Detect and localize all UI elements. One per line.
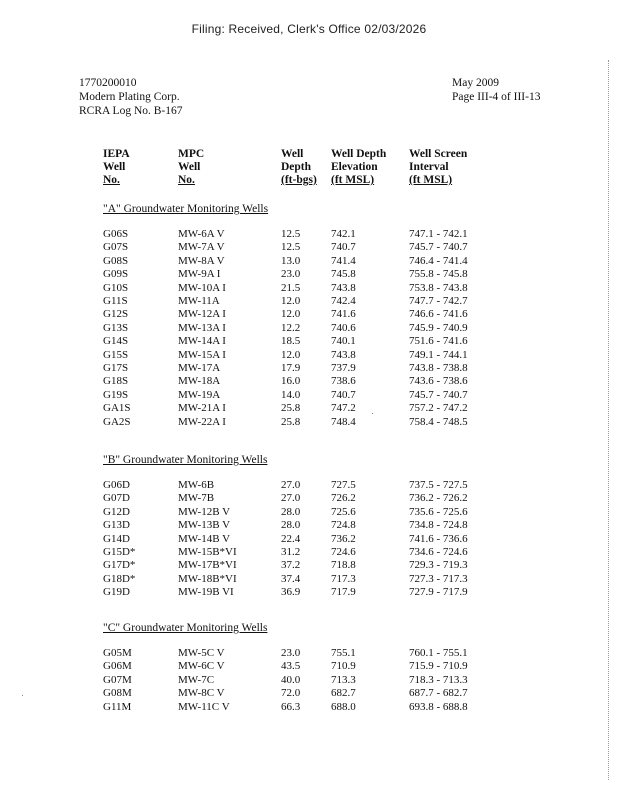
screen-interval: 734.8 - 724.8 [409, 519, 468, 532]
well-depth: 12.2 [281, 321, 301, 334]
iepa-well-no: G18D* [103, 572, 136, 585]
iepa-well-no: G05M [103, 647, 132, 659]
well-depth: 23.0 [281, 647, 301, 659]
screen-interval: 745.9 - 740.9 [409, 321, 468, 334]
screen-interval: 746.6 - 741.6 [409, 308, 468, 321]
well-depth: 12.5 [281, 241, 301, 254]
depth-elevation: 755.1 [331, 647, 356, 659]
well-depth: 12.5 [281, 228, 301, 240]
mpc-well-no: MW-7B [178, 492, 215, 505]
mpc-well-no: MW-14B V [178, 532, 231, 545]
mpc-well-no: MW-12A I [178, 308, 226, 321]
well-depth: 23.0 [281, 268, 301, 281]
table-row [0, 282, 618, 296]
well-depth: 28.0 [281, 519, 301, 532]
iepa-well-no: G09S [103, 268, 129, 281]
table-row [0, 389, 618, 403]
iepa-well-no: G12D [103, 505, 130, 518]
iepa-well-no: G17D* [103, 559, 136, 572]
iepa-well-no: G19D [103, 586, 130, 599]
depth-elevation: 740.6 [331, 321, 356, 334]
document-header-right [452, 76, 540, 104]
table-row [0, 308, 618, 322]
table-row [0, 228, 618, 242]
screen-interval: 715.9 - 710.9 [409, 660, 468, 673]
iepa-well-no: G17S [103, 362, 129, 374]
screen-interval: 729.3 - 719.3 [409, 559, 468, 572]
screen-interval: 757.2 - 747.2 [409, 402, 468, 415]
screen-interval: 749.1 - 744.1 [409, 348, 468, 361]
well-depth: 25.8 [281, 415, 301, 428]
well-depth: 17.9 [281, 362, 301, 374]
document-header-left [79, 76, 183, 118]
screen-interval: 735.6 - 725.6 [409, 505, 468, 518]
table-row [0, 660, 618, 674]
well-depth: 72.0 [281, 687, 301, 700]
mpc-well-no: MW-19A [178, 388, 221, 401]
table-row [0, 479, 618, 493]
depth-elevation: 717.9 [331, 586, 356, 599]
table-row [0, 241, 618, 255]
column-header-depth-elevation: Well Depth Elevation (ft MSL) [331, 148, 387, 186]
mpc-well-no: MW-17A [178, 362, 221, 374]
well-depth: 16.0 [281, 375, 301, 388]
mpc-well-no: MW-18B*VI [178, 572, 237, 585]
iepa-well-no: GA2S [103, 415, 131, 428]
mpc-well-no: MW-7A V [178, 241, 225, 254]
mpc-well-no: MW-21A I [178, 402, 226, 415]
table-row [0, 559, 618, 573]
company-name: Modern Plating Corp. [79, 91, 180, 103]
screen-interval: 745.7 - 740.7 [409, 241, 468, 254]
scan-speck [372, 413, 373, 414]
depth-elevation: 713.3 [331, 673, 356, 686]
table-row [0, 402, 618, 416]
well-depth: 12.0 [281, 308, 301, 321]
depth-elevation: 742.1 [331, 228, 356, 240]
screen-interval: 746.4 - 741.4 [409, 254, 468, 267]
iepa-well-no: G07M [103, 673, 132, 686]
depth-elevation: 748.4 [331, 415, 356, 428]
table-row [0, 349, 618, 363]
well-depth: 28.0 [281, 505, 301, 518]
depth-elevation: 725.6 [331, 505, 356, 518]
well-depth: 13.0 [281, 254, 301, 267]
well-depth: 18.5 [281, 335, 301, 348]
screen-interval: 760.1 - 755.1 [409, 647, 468, 659]
depth-elevation: 743.8 [331, 348, 356, 361]
table-row [0, 519, 618, 533]
depth-elevation: 710.9 [331, 660, 356, 673]
screen-interval: 743.8 - 738.8 [409, 362, 468, 374]
table-row [0, 335, 618, 349]
well-depth: 37.2 [281, 559, 301, 572]
mpc-well-no: MW-9A I [178, 268, 221, 281]
table-row [0, 533, 618, 547]
screen-interval: 737.5 - 727.5 [409, 479, 468, 491]
table-row [0, 701, 618, 715]
screen-interval: 747.7 - 742.7 [409, 295, 468, 307]
iepa-well-no: G12S [103, 308, 129, 321]
iepa-well-no: G08S [103, 254, 129, 267]
depth-elevation: 727.5 [331, 479, 356, 491]
depth-elevation: 747.2 [331, 402, 356, 415]
depth-elevation: 743.8 [331, 281, 356, 294]
depth-elevation: 718.8 [331, 559, 356, 572]
depth-elevation: 724.6 [331, 546, 356, 558]
depth-elevation: 745.8 [331, 268, 356, 281]
well-depth: 12.0 [281, 348, 301, 361]
section-title: "C" Groundwater Monitoring Wells [103, 622, 268, 634]
iepa-well-no: G19S [103, 388, 129, 401]
well-depth: 31.2 [281, 546, 301, 558]
mpc-well-no: MW-15A I [178, 348, 226, 361]
depth-elevation: 741.6 [331, 308, 356, 321]
scan-edge-line [608, 60, 609, 780]
well-depth: 12.0 [281, 295, 301, 307]
well-depth: 27.0 [281, 479, 301, 491]
iepa-well-no: GA1S [103, 402, 131, 415]
iepa-well-no: G18S [103, 375, 129, 388]
iepa-well-no: G08M [103, 687, 132, 700]
screen-interval: 693.8 - 688.8 [409, 700, 468, 713]
depth-elevation: 740.1 [331, 335, 356, 348]
well-depth: 40.0 [281, 673, 301, 686]
table-row [0, 687, 618, 701]
section-title: "B" Groundwater Monitoring Wells [103, 454, 268, 466]
document-date: May 2009 [452, 77, 499, 89]
mpc-well-no: MW-13B V [178, 519, 231, 532]
iepa-well-no: G06D [103, 479, 130, 491]
mpc-well-no: MW-10A I [178, 281, 226, 294]
scan-speck [22, 695, 23, 696]
well-depth: 27.0 [281, 492, 301, 505]
column-header-iepa-well: IEPA Well No. [103, 148, 130, 186]
depth-elevation: 741.4 [331, 254, 356, 267]
mpc-well-no: MW-17B*VI [178, 559, 237, 572]
table-row [0, 322, 618, 336]
well-depth: 37.4 [281, 572, 301, 585]
table-row [0, 295, 618, 309]
mpc-well-no: MW-14A I [178, 335, 226, 348]
mpc-well-no: MW-22A I [178, 415, 226, 428]
iepa-well-no: G14S [103, 335, 129, 348]
screen-interval: 755.8 - 745.8 [409, 268, 468, 281]
iepa-well-no: G15D* [103, 546, 136, 558]
table-row [0, 492, 618, 506]
table-row [0, 416, 618, 430]
facility-id: 1770200010 [79, 77, 137, 89]
depth-elevation: 717.3 [331, 572, 356, 585]
column-header-mpc-well: MPC Well No. [178, 148, 205, 186]
screen-interval: 743.6 - 738.6 [409, 375, 468, 388]
well-depth: 36.9 [281, 586, 301, 599]
iepa-well-no: G10S [103, 281, 129, 294]
iepa-well-no: G13S [103, 321, 129, 334]
mpc-well-no: MW-6A V [178, 228, 225, 240]
mpc-well-no: MW-8C V [178, 687, 225, 700]
screen-interval: 727.3 - 717.3 [409, 572, 468, 585]
mpc-well-no: MW-15B*VI [178, 546, 237, 558]
depth-elevation: 737.9 [331, 362, 356, 374]
screen-interval: 727.9 - 717.9 [409, 586, 468, 599]
filing-stamp: Filing: Received, Clerk's Office 02/03/2026 [191, 22, 427, 36]
screen-interval: 741.6 - 736.6 [409, 532, 468, 545]
screen-interval: 747.1 - 742.1 [409, 228, 468, 240]
iepa-well-no: G11M [103, 700, 132, 713]
screen-interval: 745.7 - 740.7 [409, 388, 468, 401]
depth-elevation: 740.7 [331, 388, 356, 401]
iepa-well-no: G14D [103, 532, 130, 545]
iepa-well-no: G11S [103, 295, 128, 307]
table-row [0, 647, 618, 661]
mpc-well-no: MW-6C V [178, 660, 225, 673]
iepa-well-no: G06S [103, 228, 129, 240]
mpc-well-no: MW-13A I [178, 321, 226, 334]
screen-interval: 736.2 - 726.2 [409, 492, 468, 505]
well-depth: 25.8 [281, 402, 301, 415]
mpc-well-no: MW-6B [178, 479, 215, 491]
page-number: Page III-4 of III-13 [452, 91, 541, 103]
table-row [0, 506, 618, 520]
table-row [0, 375, 618, 389]
screen-interval: 753.8 - 743.8 [409, 281, 468, 294]
iepa-well-no: G06M [103, 660, 132, 673]
screen-interval: 734.6 - 724.6 [409, 546, 468, 558]
log-number: RCRA Log No. B-167 [79, 105, 183, 117]
iepa-well-no: G07S [103, 241, 129, 254]
mpc-well-no: MW-12B V [178, 505, 231, 518]
table-row [0, 362, 618, 376]
well-depth: 43.5 [281, 660, 301, 673]
depth-elevation: 682.7 [331, 687, 356, 700]
table-row [0, 546, 618, 560]
screen-interval: 687.7 - 682.7 [409, 687, 468, 700]
depth-elevation: 742.4 [331, 295, 356, 307]
mpc-well-no: MW-11C V [178, 700, 230, 713]
depth-elevation: 688.0 [331, 700, 356, 713]
column-header-screen-interval: Well Screen Interval (ft MSL) [409, 148, 468, 186]
well-depth: 22.4 [281, 532, 301, 545]
mpc-well-no: MW-18A [178, 375, 221, 388]
screen-interval: 758.4 - 748.5 [409, 415, 468, 428]
iepa-well-no: G13D [103, 519, 130, 532]
depth-elevation: 740.7 [331, 241, 356, 254]
depth-elevation: 726.2 [331, 492, 356, 505]
well-depth: 21.5 [281, 281, 301, 294]
screen-interval: 751.6 - 741.6 [409, 335, 468, 348]
depth-elevation: 724.8 [331, 519, 356, 532]
iepa-well-no: G07D [103, 492, 130, 505]
mpc-well-no: MW-7C [178, 673, 215, 686]
table-row [0, 586, 618, 600]
depth-elevation: 738.6 [331, 375, 356, 388]
depth-elevation: 736.2 [331, 532, 356, 545]
iepa-well-no: G15S [103, 348, 129, 361]
mpc-well-no: MW-19B VI [178, 586, 234, 599]
table-row [0, 255, 618, 269]
mpc-well-no: MW-11A [178, 295, 220, 307]
mpc-well-no: MW-8A V [178, 254, 225, 267]
column-header-well-depth: Well Depth (ft-bgs) [281, 148, 317, 186]
mpc-well-no: MW-5C V [178, 647, 225, 659]
table-row [0, 573, 618, 587]
well-depth: 14.0 [281, 388, 301, 401]
table-row [0, 268, 618, 282]
screen-interval: 718.3 - 713.3 [409, 673, 468, 686]
table-row [0, 674, 618, 688]
well-depth: 66.3 [281, 700, 301, 713]
section-title: "A" Groundwater Monitoring Wells [103, 203, 269, 215]
